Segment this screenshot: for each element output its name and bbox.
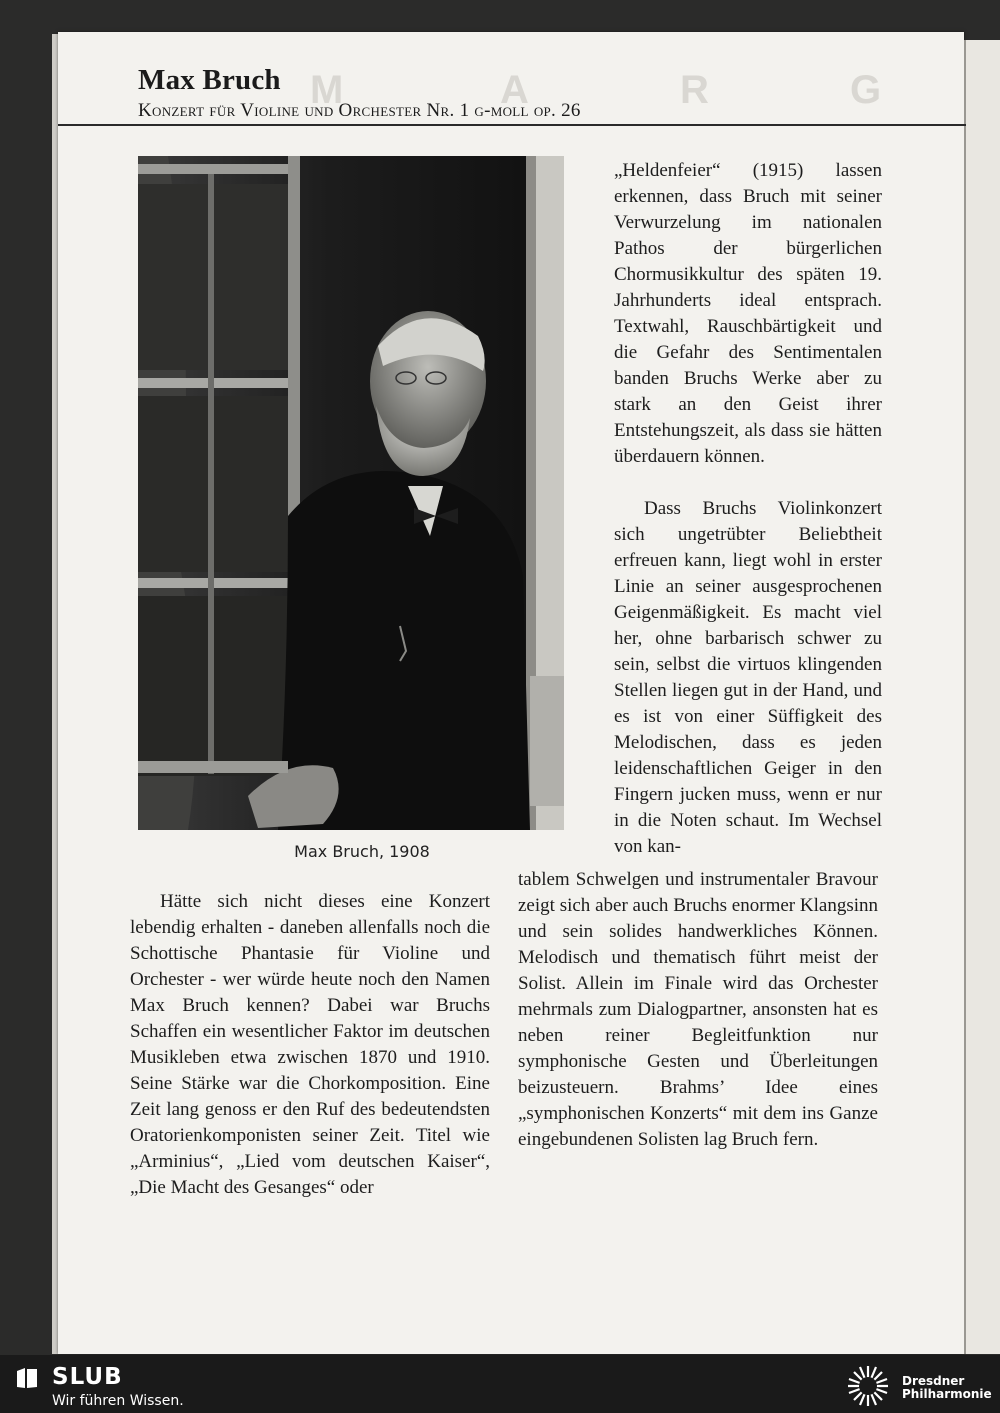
bleed-through-mark: M <box>310 68 344 112</box>
bleed-through-mark: R <box>680 68 709 112</box>
bleed-through-mark: A <box>500 68 529 112</box>
library-name[interactable]: SLUB <box>52 1364 123 1390</box>
photo-caption: Max Bruch, 1908 <box>294 842 430 861</box>
bleed-through-mark: G <box>850 68 882 112</box>
book-icon <box>14 1365 40 1391</box>
partner-name[interactable] <box>902 1375 992 1401</box>
paragraph-intro: Hätte sich nicht dieses eine Konzert lebendig erhalten - daneben allenfalls noch die Schottische Phantasie für Violine und Orchester - wer würde heute noch den Namen Max Bruch kennen? Dabei war Bruchs Schaffen ein wesentlicher Faktor im deutschen Musikleben etwa zwischen 1870 und 1910. Seine Stärke war die Chorkomposition. Eine Zeit lang genoss er den Ruf des bedeutendsten Oratorienkomponisten seiner Zeit. Titel wie „Arminius“, „Lied vom deutschen Kaiser“, „Die Macht des Gesanges“ oder <box>130 891 490 1198</box>
library-slogan: Wir führen Wissen. <box>52 1393 184 1409</box>
work-title: Konzert für Violine und Orchester Nr. 1 g-moll op. 26 <box>138 100 581 121</box>
composer-name: Max Bruch <box>138 64 281 96</box>
next-page-edge <box>966 40 1000 1354</box>
paragraph-continuation: tablem Schwelgen und instrumentaler Bravour zeigt sich aber auch Bruchs enormer Klangsinn und sein solides handwerkliches Können. Melodisch und thematisch führt meist der Solist. Allein im Finale wird das Orchester mehrmals zum Dialogpartner, ansonsten hat es neben reiner Begleitfunktion nur symphonische Gesten und Überleitungen beizusteuern. Brahms’ Idee eines „symphonischen Konzerts“ mit dem ins Ganze eingebundenen Solisten lag Bruch fern. <box>518 869 878 1150</box>
right-column-top-text <box>614 158 882 860</box>
right-column-bottom-text <box>518 867 878 1153</box>
partner-name-line2: Philharmonie <box>902 1387 992 1401</box>
partner-name-line1: Dresdner <box>902 1374 965 1388</box>
paragraph-heldenfeier: „Heldenfeier“ (1915) lassen erkennen, dass Bruch mit seiner Verwurzelung im nationalen Pathos der bürgerlichen Chormusikkultur des späten 19. Jahrhunderts ideal entsprach. Textwahl, Rauschbärtigkeit und die Gefahr des Sentimentalen banden Bruchs Werke aber zu stark an den Geist ihrer Entstehungszeit, als dass sie hätten überdauern können. <box>614 160 882 467</box>
paragraph-violinkonzert: Dass Bruchs Violinkonzert sich ungetrübter Beliebtheit erfreuen kann, liegt wohl in erster Linie an seiner ausgesprochenen Geigenmäßigkeit. Es macht viel her, ohne barbarisch schwer zu sein, selbst die virtuos klingenden Stellen liegen gut in der Hand, und es ist von einer Süffigkeit des Melodischen, dass es jeden leidenschaftlichen Geiger in den Fingern jucken muss, wenn er nur in die Noten schaut. Im Wechsel von kan- <box>614 498 882 857</box>
sunburst-logo-icon[interactable] <box>842 1364 894 1408</box>
composer-portrait-photo <box>138 156 564 830</box>
left-column-text <box>130 889 490 1201</box>
header-rule <box>58 124 966 126</box>
